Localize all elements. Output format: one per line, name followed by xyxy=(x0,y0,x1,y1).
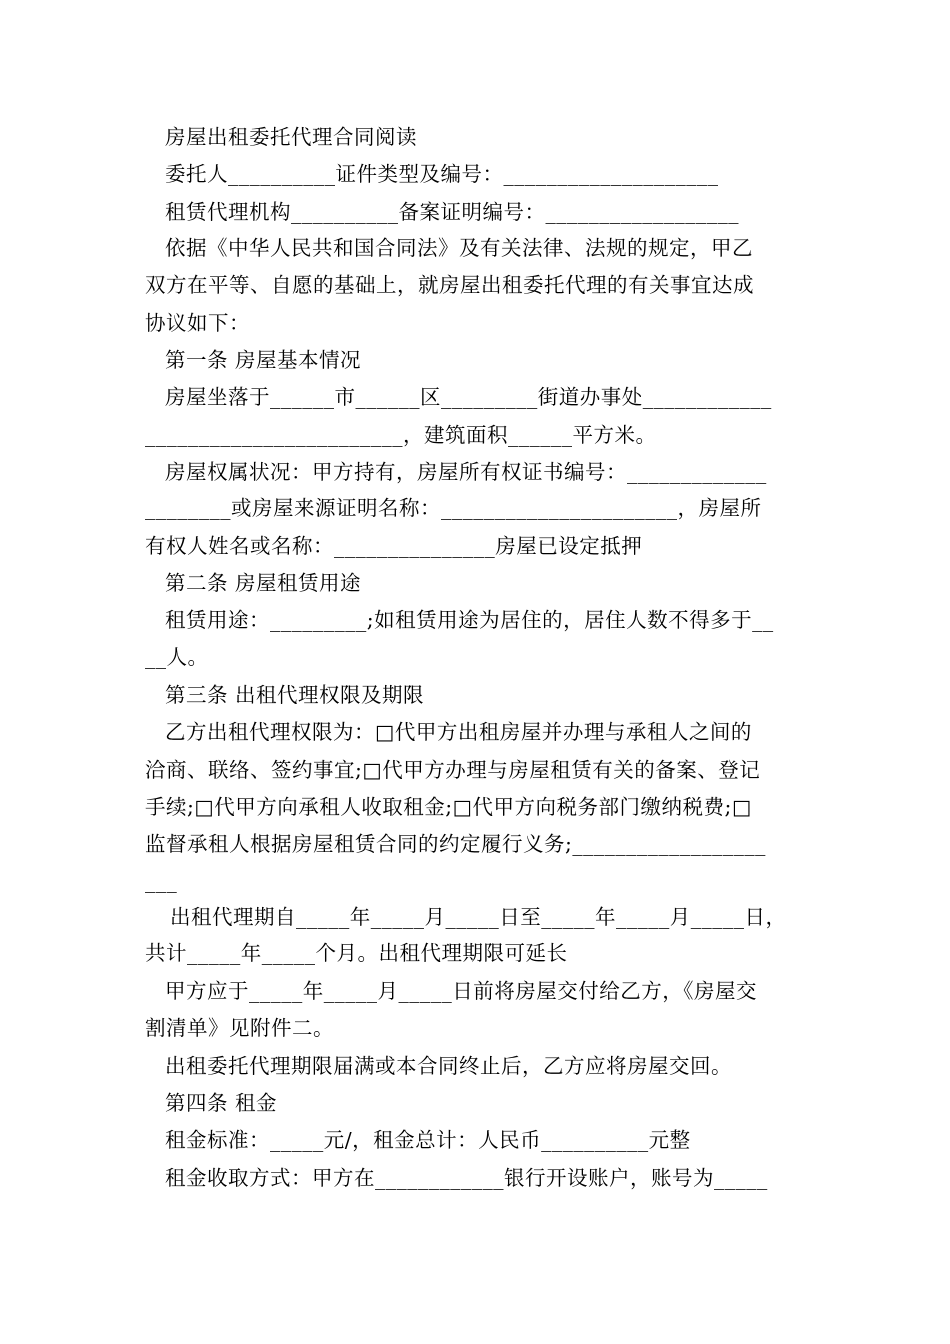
article-4-heading: 第四条 租金 xyxy=(165,1091,278,1115)
line-agency: 租赁代理机构__________备案证明编号：__________________ xyxy=(165,200,739,224)
line-principal: 委托人__________证件类型及编号：____________________ xyxy=(165,162,719,186)
article-2-heading: 第二条 房屋租赁用途 xyxy=(165,571,362,595)
line-ownership-2: ________或房屋来源证明名称：______________________，房屋所 xyxy=(145,496,762,520)
line-usage-1: 租赁用途：_________;如租赁用途为居住的，居住人数不得多于__ xyxy=(165,608,774,632)
line-authority-4: 监督承租人根据房屋租赁合同的约定履行义务;__________________ xyxy=(145,832,766,856)
line-ownership-1: 房屋权属状况：甲方持有，房屋所有权证书编号：_____________ xyxy=(165,460,767,484)
line-location-2: ________________________，建筑面积______平方米。 xyxy=(145,423,657,447)
document-title: 房屋出租委托代理合同阅读 xyxy=(165,125,417,149)
line-authority-1: 乙方出租代理权限为：□代甲方出租房屋并办理与承租人之间的 xyxy=(165,720,752,744)
line-delivery-2: 割清单》见附件二。 xyxy=(145,1016,334,1040)
line-location-1: 房屋坐落于______市______区_________街道办事处____________ xyxy=(165,385,772,409)
line-usage-2: __人。 xyxy=(145,645,209,669)
line-term-2: 共计_____年_____个月。出租代理期限可延长 xyxy=(145,941,568,965)
line-ownership-3: 有权人姓名或名称：_______________房屋已设定抵押 xyxy=(145,534,643,558)
paragraph-preamble-2: 双方在平等、自愿的基础上，就房屋出租委托代理的有关事宜达成 xyxy=(145,273,754,297)
line-return: 出租委托代理期限届满或本合同终止后，乙方应将房屋交回。 xyxy=(165,1054,732,1078)
line-authority-2: 洽商、联络、签约事宜;□代甲方办理与房屋租赁有关的备案、登记 xyxy=(145,758,761,782)
line-authority-3: 手续;□代甲方向承租人收取租金;□代甲方向税务部门缴纳税费;□ xyxy=(145,795,752,819)
line-term-1: 出租代理期自_____年_____月_____日至_____年_____月_____日， xyxy=(170,905,787,929)
article-3-heading: 第三条 出租代理权限及期限 xyxy=(165,683,425,707)
paragraph-preamble-3: 协议如下： xyxy=(145,311,250,335)
line-rent-collection: 租金收取方式：甲方在____________银行开设账户，账号为_____ xyxy=(165,1166,768,1190)
line-authority-5: ___ xyxy=(145,869,178,893)
line-rent-standard: 租金标准：_____元/，租金总计：人民币__________元整 xyxy=(165,1128,691,1152)
article-1-heading: 第一条 房屋基本情况 xyxy=(165,348,362,372)
line-delivery-1: 甲方应于_____年_____月_____日前将房屋交付给乙方，《房屋交 xyxy=(165,979,757,1003)
paragraph-preamble-1: 依据《中华人民共和国合同法》及有关法律、法规的规定，甲乙 xyxy=(165,236,753,260)
